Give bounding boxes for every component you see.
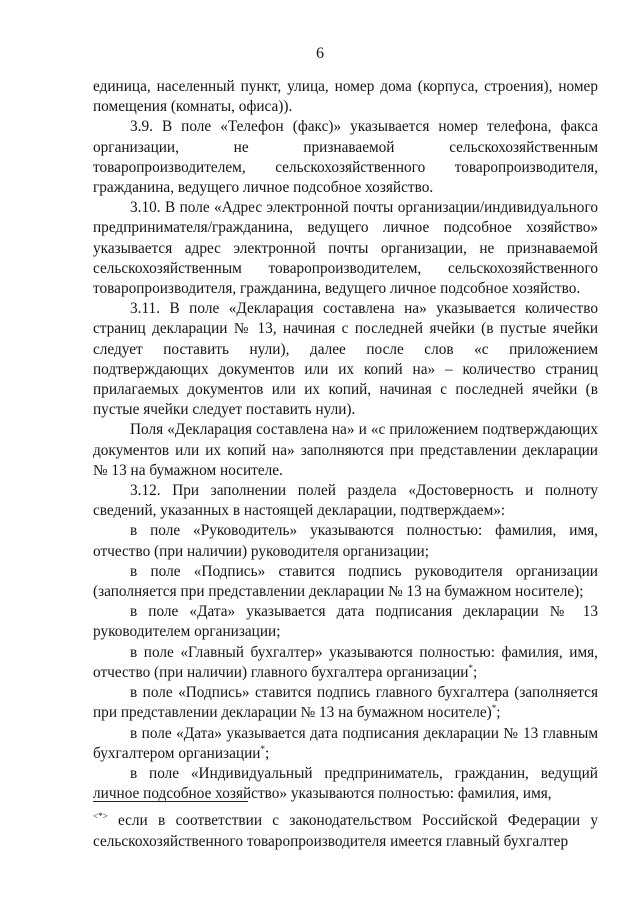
footnote-divider [93,801,248,802]
paragraph-head-signature: в поле «Подпись» ставится подпись руководителя организации (заполняется при представлении декларации № 13 на бумажном носителе); [93,562,598,601]
paragraph-address-continuation: единица, населенный пункт, улица, номер дома (корпуса, строения), номер помещения (комнаты, офиса)). [93,78,598,116]
paragraph-3-9-phone: 3.9. В поле «Телефон (факс)» указывается номер телефона, факса организации, не признаваемой сельскохозяйственным товаропроизводителем, сельскохозяйственного товаропроизводителя, гражданина, ведущего личное подсобное хозяйство. [93,118,598,197]
paragraph-suffix: ; [472,663,478,681]
footnote-paragraph [93,810,598,852]
paragraph-suffix: ; [264,744,270,762]
paragraph-entrepreneur-name: в поле «Индивидуальный предприниматель, гражданин, ведущий личное подсобное хозяйство» указываются полностью: фамилия, имя, [93,764,598,803]
paragraph-accountant-name [93,643,598,683]
paragraph-accountant-signature-text: в поле «Подпись» ставится подпись главного бухгалтера (заполняется при представлении декларации № 13 на бумажном носителе) [93,684,598,722]
footnote-reference: * [491,703,497,714]
page-number: 6 [316,45,324,62]
paragraph-suffix: ; [496,704,501,722]
paragraph-3-10-email: 3.10. В поле «Адрес электронной почты организации/индивидуального предпринимателя/гражданина, ведущего личное подсобное хозяйство» указывается адрес электронной почты организации, не признаваемой сельскохозяйственным товаропроизводителем, сельскохозяйственного товаропроизводителя, гражданина, ведущего личное подсобное хозяйство. [93,199,598,298]
document-body [93,77,598,804]
paragraph-accountant-name-text: в поле «Главный бухгалтер» указываются полностью: фамилия, имя, отчество (при наличии) главного бухгалтера организации [93,643,598,681]
paragraph-accountant-date [93,724,598,764]
paragraph-accountant-date-text: в поле «Дата» указывается дата подписания декларации № 13 главным бухгалтером организации [93,724,598,762]
paragraph-head-name: в поле «Руководитель» указываются полностью: фамилия, имя, отчество (при наличии) руководителя организации; [93,522,598,560]
footnote [93,810,598,852]
footnote-mark: <*> [93,810,108,821]
footnote-reference: * [260,743,265,754]
paragraph-3-11-pages: 3.11. В поле «Декларация составлена на» указывается количество страниц декларации № 13, начиная с последней ячейки (в пустые ячейки следует поставить нули), далее после слов «с приложением подтверждающих документов или их копий на» – количество страниц прилагаемых документов или их копий, начиная с последней ячейки (в пустые ячейки следует поставить нули). [93,300,598,419]
paragraph-head-date: в поле «Дата» указывается дата подписания декларации № 13 руководителем организации; [93,603,598,641]
paragraph-3-12-reliability: 3.12. При заполнении полей раздела «Достоверность и полноту сведений, указанных в настоящей декларации, подтверждаем»: [93,482,598,520]
paragraph-accountant-signature [93,683,598,723]
footnote-reference: * [468,662,473,673]
paragraph-fields-paper: Поля «Декларация составлена на» и «с приложением подтверждающих документов или их копий на» заполняются при представлении декларации № 13 на бумажном носителе. [93,421,598,479]
footnote-text: если в соответствии с законодательством Российской Федерации у сельскохозяйственного товаропроизводителя имеется главный бухгалтер [93,812,598,850]
